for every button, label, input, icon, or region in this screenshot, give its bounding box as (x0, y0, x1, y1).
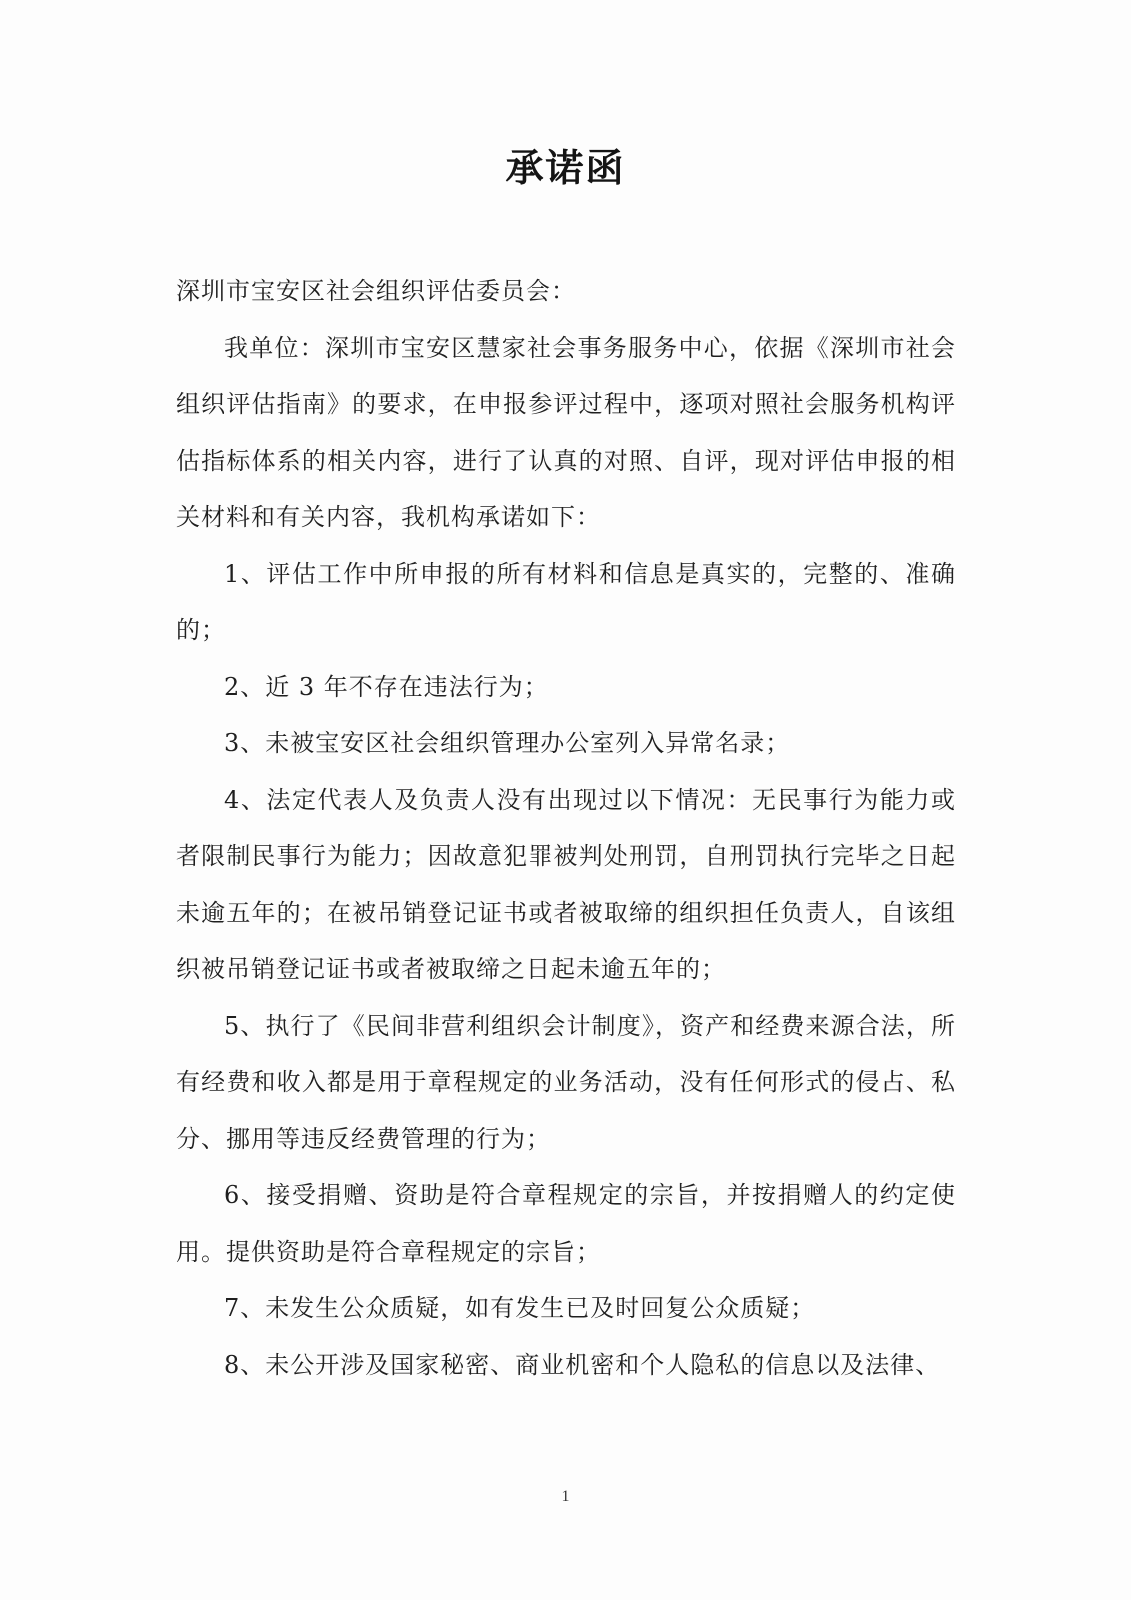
commitment-item-7: 7、未发生公众质疑，如有发生已及时回复公众质疑； (224, 1294, 816, 1322)
commitment-item-3: 3、未被宝安区社会组织管理办公室列入异常名录； (224, 729, 791, 757)
document-body (176, 263, 956, 1393)
document-title: 承诺函 (505, 145, 626, 190)
intro-paragraph: 我单位：深圳市宝安区慧家社会事务服务中心，依据《深圳市社会组织评估指南》的要求，在申报参评过程中，逐项对照社会服务机构评估指标体系的相关内容，进行了认真的对照、自评，现对评估申报的相关材料和有关内容，我机构承诺如下： (176, 333, 956, 531)
salutation: 深圳市宝安区社会组织评估委员会： (176, 277, 576, 305)
commitment-item-8: 8、未公开涉及国家秘密、商业机密和个人隐私的信息以及法律、 (224, 1350, 941, 1379)
commitment-item-1: 1、评估工作中所申报的所有材料和信息是真实的，完整的、准确的； (176, 559, 956, 644)
commitment-item-2: 2、近 3 年不存在违法行为； (224, 672, 549, 701)
page-number: 1 (561, 1488, 570, 1505)
commitment-item-4: 4、法定代表人及负责人没有出现过以下情况：无民事行为能力或者限制民事行为能力；因故意犯罪被判处刑罚，自刑罚执行完毕之日起未逾五年的；在被吊销登记证书或者被取缔的组织担任负责人，自该组织被吊销登记证书或者被取缔之日起未逾五年的； (176, 785, 956, 983)
commitment-item-6: 6、接受捐赠、资助是符合章程规定的宗旨，并按捐赠人的约定使用。提供资助是符合章程规定的宗旨； (176, 1181, 956, 1266)
commitment-item-5: 5、执行了《民间非营利组织会计制度》，资产和经费来源合法，所有经费和收入都是用于章程规定的业务活动，没有任何形式的侵占、私分、挪用等违反经费管理的行为； (176, 1011, 956, 1153)
